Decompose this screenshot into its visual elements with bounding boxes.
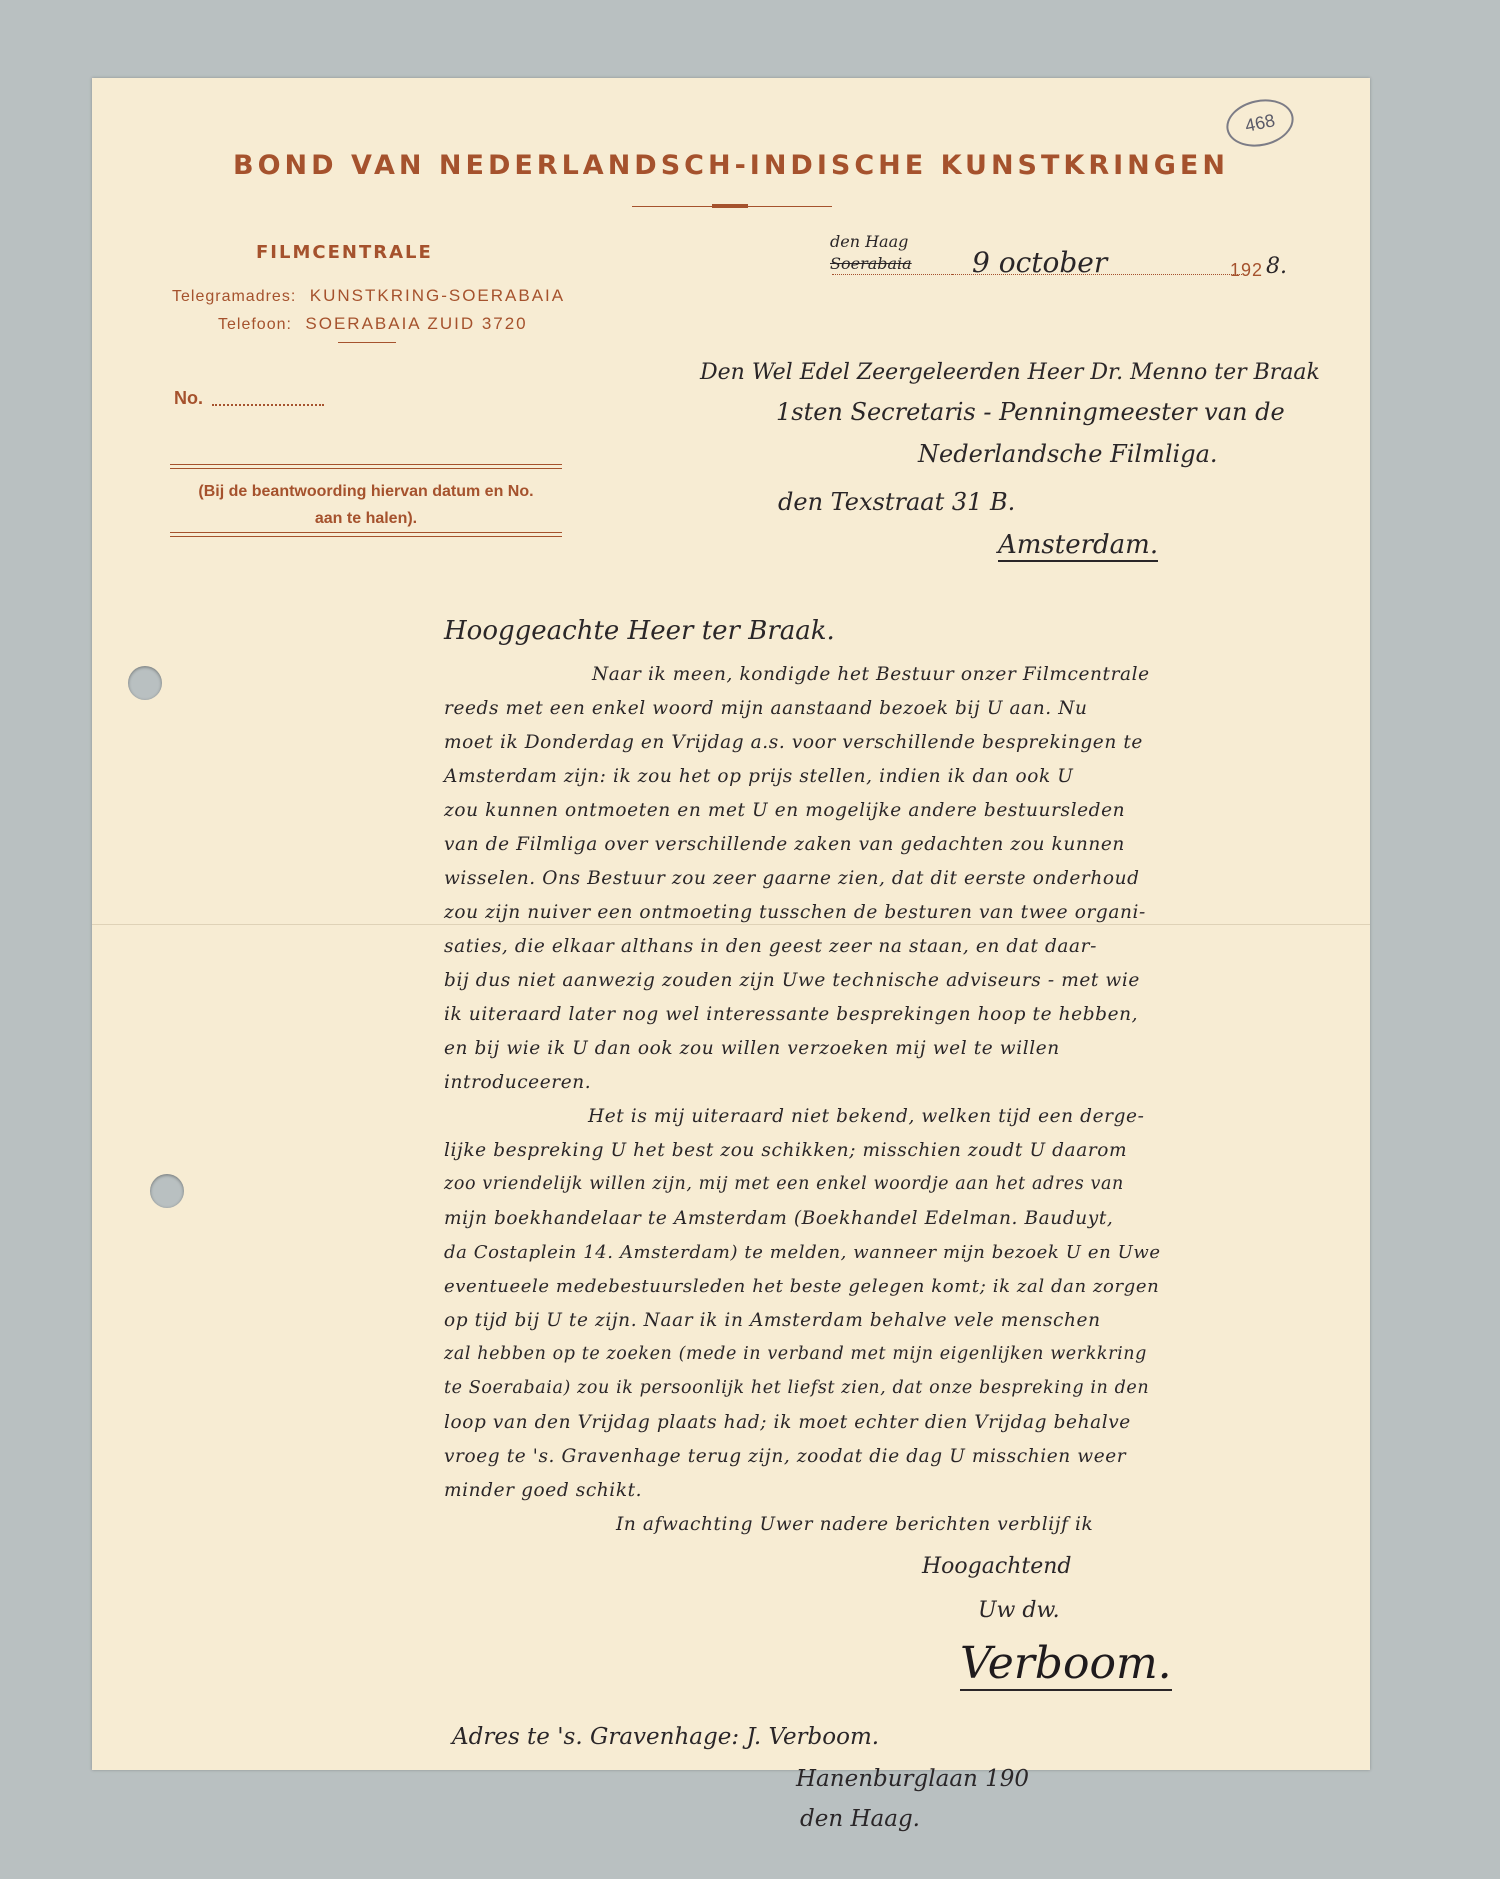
body-line: reeds met een enkel woord mijn aanstaand bezoek bij U aan. Nu [444,698,1088,719]
fold-crease [92,924,1370,925]
note-top-rule [170,464,562,469]
phone-value: SOERABAIA ZUID 3720 [305,314,528,333]
archive-number-stamp [1222,93,1298,152]
body-line: saties, die elkaar althans in den geest zeer na staan, en dat daar- [444,936,1097,957]
body-line: moet ik Donderdag en Vrijdag a.s. voor verschillende besprekingen te [444,732,1143,753]
body-line: zoo vriendelijk willen zijn, mij met een enkel woordje aan het adres van [444,1174,1124,1194]
salutation: Hooggeachte Heer ter Braak. [444,616,835,646]
body-line: ik uiteraard later nog wel interessante besprekingen hoop te hebben, [444,1004,1139,1025]
reply-note-line-2: aan te halen). [314,510,418,527]
body-line: Amsterdam zijn: ik zou het op prijs stellen, indien ik dan ook U [444,766,1074,787]
body-line: Naar ik meen, kondigde het Bestuur onzer Filmcentrale [592,664,1150,685]
reply-note-line-1: (Bij de beantwoording hiervan datum en No. [198,483,534,500]
organization-name: BOND VAN NEDERLANDSCH-INDISCHE KUNSTKRINGEN [233,150,1229,181]
letter-paper [92,78,1370,1832]
addressee-line-4: den Texstraat 31 B. [778,488,1016,516]
phone-label: Telefoon: [218,316,292,333]
body-line: Het is mij uiteraard niet bekend, welken tijd een derge- [588,1106,1145,1127]
return-address-line: Adres te 's. Gravenhage: J. Verboom. [452,1724,880,1750]
body-line: en bij wie ik U dan ook zou willen verzoeken mij wel te willen [444,1038,1060,1059]
phone-line [218,314,528,334]
body-line: minder goed schikt. [444,1480,643,1501]
reply-note [170,478,562,532]
telegram-label: Telegramadres: [172,288,297,305]
number-label: No. [174,388,203,408]
body-line: eventueele medebestuursleden het beste gelegen komt; ik zal dan zorgen [444,1276,1160,1297]
signature: Verboom. [960,1638,1172,1689]
body-line: loop van den Vrijdag plaats had; ik moet echter dien Vrijdag behalve [444,1412,1131,1433]
body-line: introduceeren. [444,1072,592,1093]
date-year-prefix: 192 [1230,260,1264,280]
archive-number: 468 [1243,109,1277,136]
body-line: op tijd bij U te zijn. Naar ik in Amsterdam behalve vele menschen [444,1310,1101,1331]
body-line: da Costaplein 14. Amsterdam) te melden, wanneer mijn bezoek U en Uwe [444,1242,1161,1263]
date-place: den Haag [830,232,909,251]
body-line: lijke bespreking U het best zou schikken; misschien zoudt U daarom [444,1140,1128,1161]
addressee-line-3: Nederlandsche Filmliga. [918,440,1218,468]
body-line: vroeg te 's. Gravenhage terug zijn, zoodat die dag U misschien weer [444,1446,1127,1467]
title-divider-accent [712,204,748,208]
body-line: van de Filmliga over verschillende zaken van gedachten zou kunnen [444,834,1125,855]
addressee-city: Amsterdam. [998,530,1159,560]
date-year-digit: 8. [1266,254,1287,279]
body-line: zou zijn nuiver een ontmoeting tusschen de besturen van twee organi- [444,902,1146,923]
addressee-line-1: Den Wel Edel Zeergeleerden Heer Dr. Menno ter Braak [700,360,1320,385]
body-line: bij dus niet aanwezig zouden zijn Uwe technische adviseurs - met wie [444,970,1140,991]
telegram-line [172,286,565,306]
body-line: wisselen. Ons Bestuur zou zeer gaarne zien, dat dit eerste onderhoud [444,868,1140,889]
body-line: zal hebben op te zoeken (mede in verband met mijn eigenlijken werkkring [444,1344,1147,1364]
date-line [952,274,1242,275]
return-address-line: den Haag. [800,1806,920,1832]
body-line: te Soerabaia) zou ik persoonlijk het liefst zien, dat onze bespreking in den [444,1378,1150,1398]
department-name: FILMCENTRALE [256,242,433,263]
body-line: In afwachting Uwer nadere berichten verblijf ik [616,1514,1094,1535]
body-line: zou kunnen ontmoeten en met U en mogelijke andere bestuursleden [444,800,1126,821]
body-line: mijn boekhandelaar te Amsterdam (Boekhandel Edelman. Bauduyt, [444,1208,1114,1229]
return-address-line: Hanenburglaan 190 [796,1766,1030,1792]
closing-line: Hoogachtend [922,1554,1072,1579]
date-place-struck: Soerabaia [830,254,912,273]
contact-divider [338,342,396,343]
addressee-line-2: 1sten Secretaris - Penningmeester van de [776,398,1285,426]
number-field-line [212,404,324,406]
telegram-value: KUNSTKRING-SOERABAIA [309,286,566,305]
note-bottom-rule [170,532,562,537]
punch-hole [128,666,162,700]
punch-hole [150,1174,184,1208]
closing-line: Uw dw. [978,1598,1060,1623]
date-day-month: 9 october [972,246,1108,279]
